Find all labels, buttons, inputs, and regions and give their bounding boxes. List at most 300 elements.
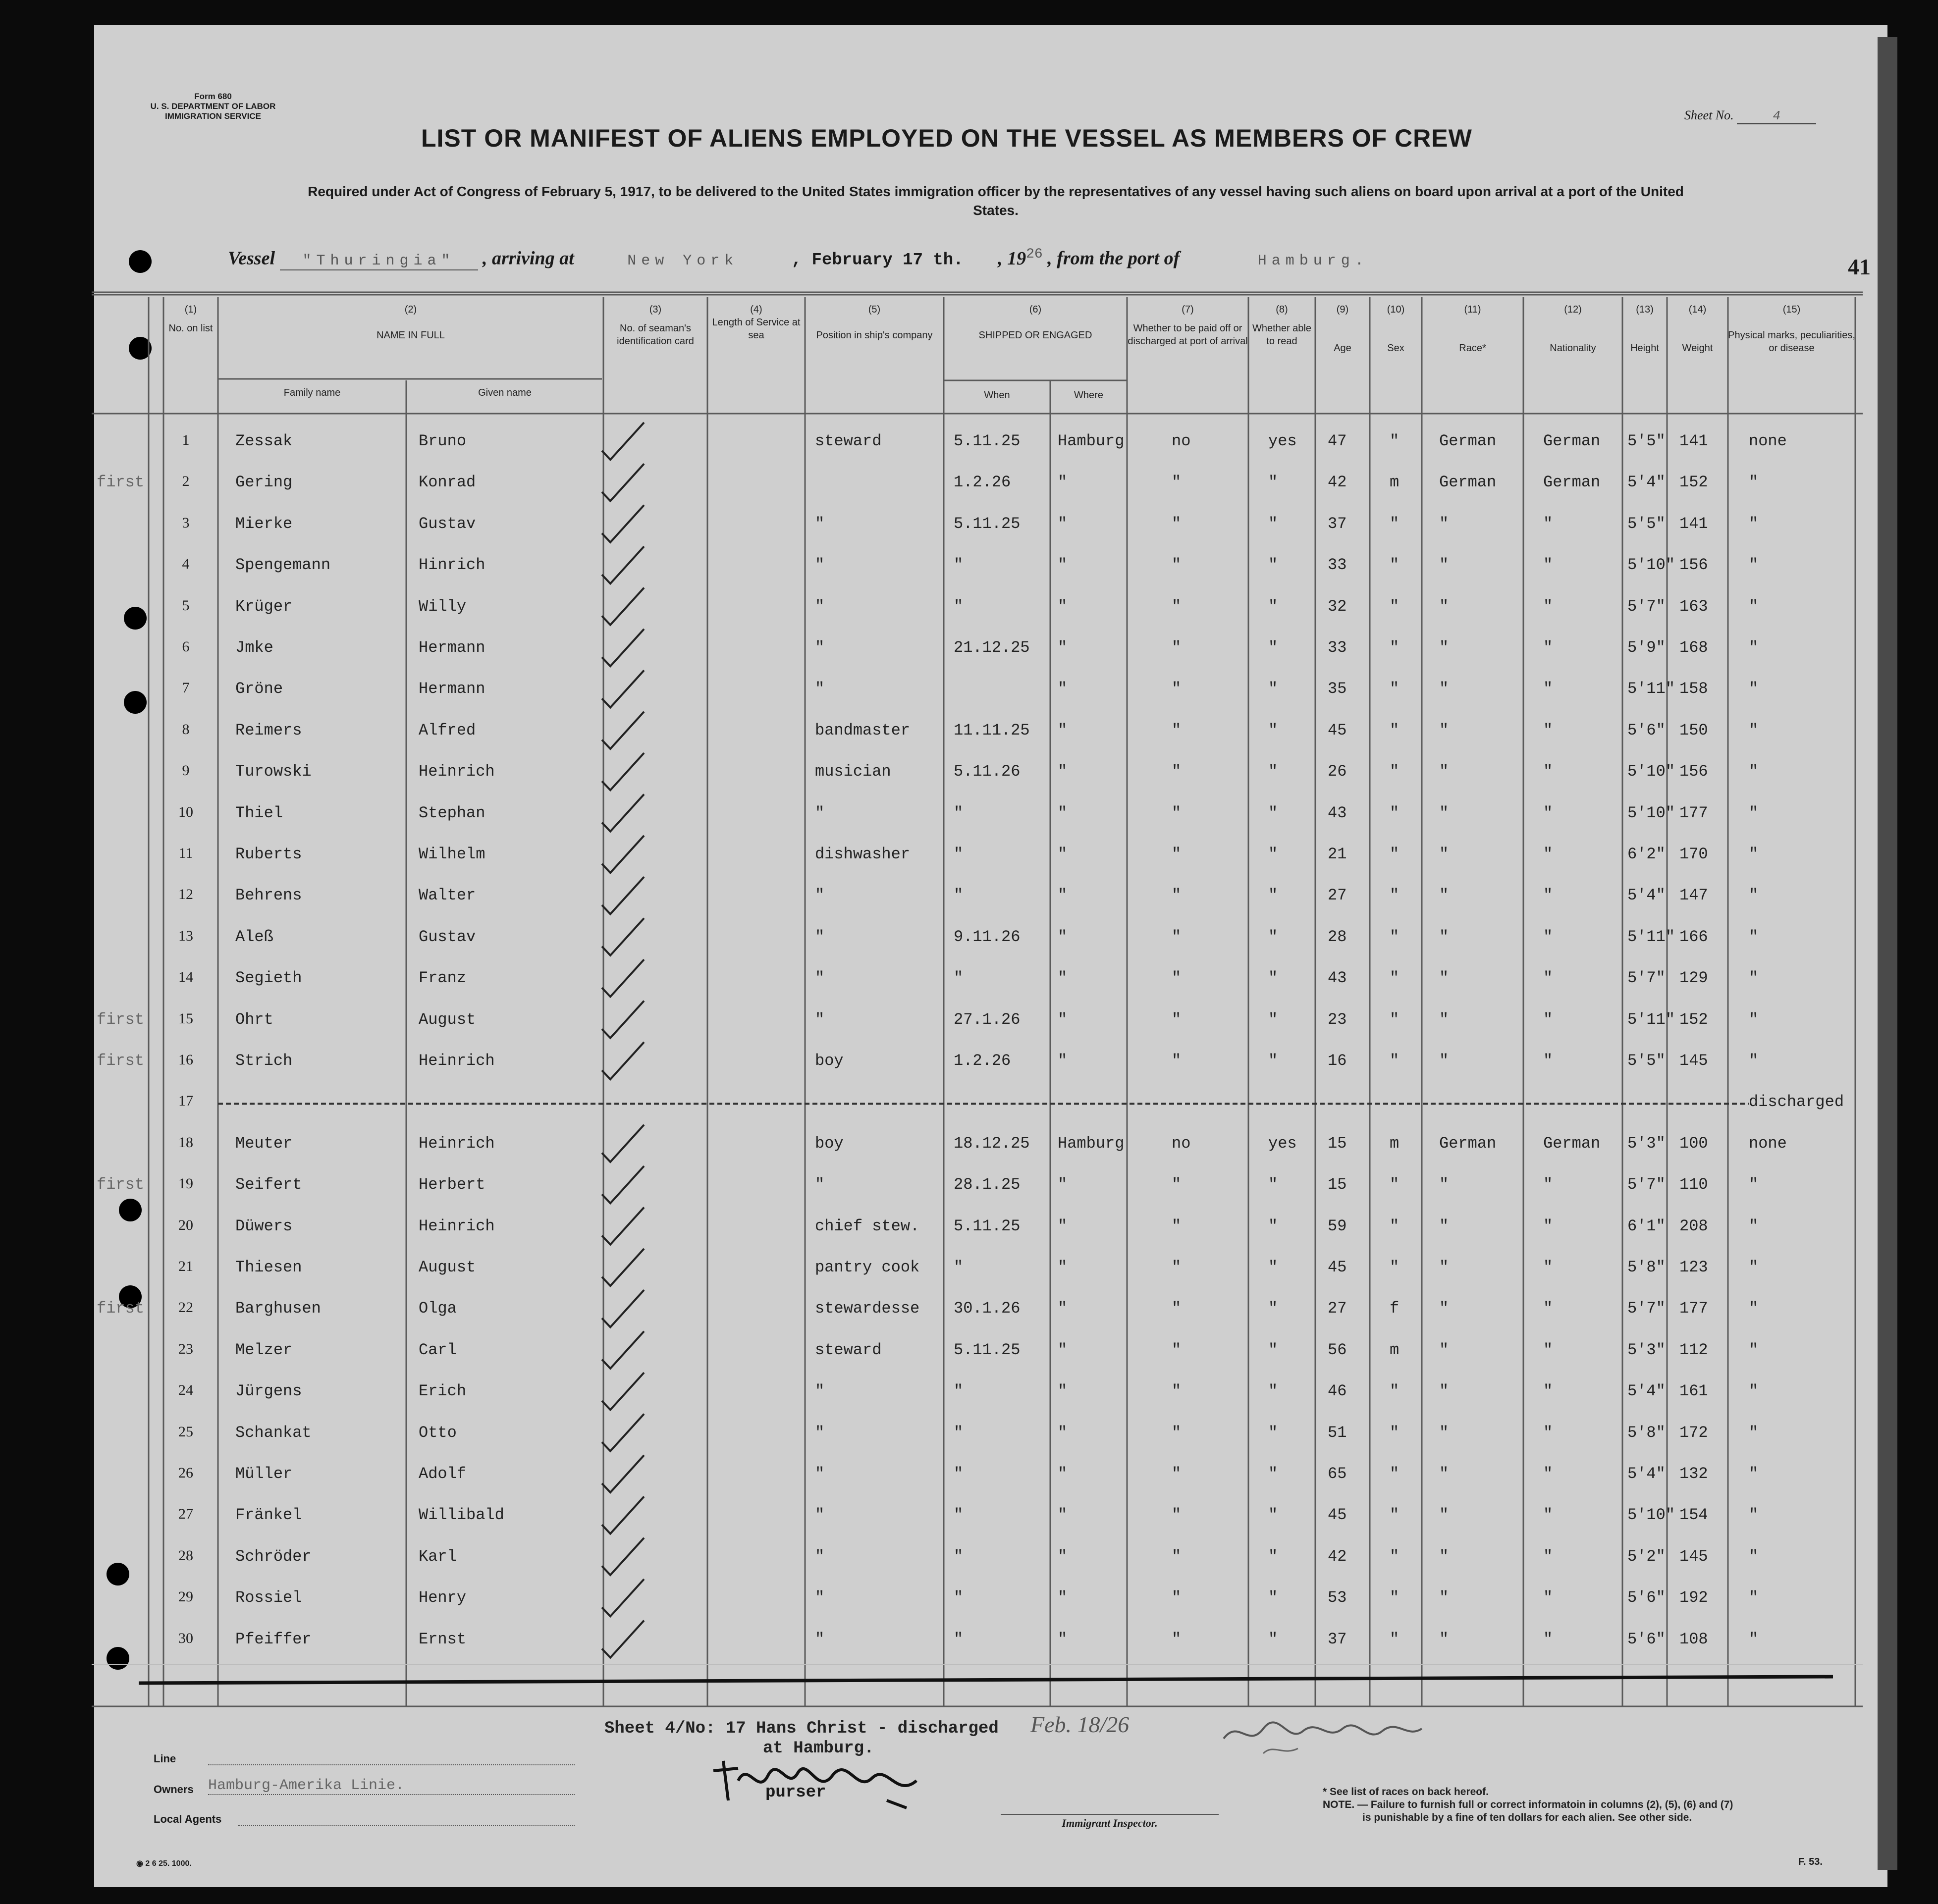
shipped-where: ": [1058, 638, 1068, 657]
given-name: Karl: [419, 1547, 457, 1566]
weight: 145: [1679, 1052, 1708, 1070]
position: chief stew.: [815, 1216, 920, 1235]
family-name: Rossiel: [235, 1588, 302, 1607]
discharge-note-line2: at Hamburg.: [763, 1739, 874, 1758]
weight: 177: [1679, 1299, 1708, 1318]
race: ": [1439, 1506, 1449, 1525]
family-name: Strich: [235, 1052, 293, 1070]
physical-marks: ": [1749, 1175, 1759, 1194]
age: 46: [1328, 1382, 1347, 1401]
family-name: Fränkel: [235, 1506, 302, 1525]
weight: 177: [1679, 803, 1708, 822]
row-number: 2: [182, 473, 190, 490]
height: 5'8": [1627, 1423, 1666, 1442]
print-code: ◉ 2 6 25. 1000.: [136, 1859, 192, 1868]
given-name: Hermann: [419, 638, 485, 657]
paid-off: ": [1172, 473, 1182, 492]
height: 5'7": [1627, 1175, 1666, 1194]
given-name: Wilhelm: [419, 845, 485, 863]
given-name: Gustav: [419, 514, 476, 533]
paid-off: ": [1172, 927, 1182, 946]
physical-marks: none: [1749, 432, 1787, 450]
able-to-read: ": [1268, 1010, 1278, 1029]
physical-marks: ": [1749, 597, 1759, 616]
race: ": [1439, 1423, 1449, 1442]
shipped-when: 5.11.25: [954, 432, 1021, 450]
nationality: ": [1543, 969, 1553, 988]
position: ": [815, 1010, 825, 1029]
shipped-where: Hamburg: [1058, 1134, 1125, 1153]
position: ": [815, 1547, 825, 1566]
arrival-date: , February 17 th.: [791, 251, 964, 270]
paid-off: ": [1172, 1382, 1182, 1401]
col-where-header: Where: [1074, 390, 1103, 401]
id-card-checkmark: [602, 959, 644, 997]
physical-marks: ": [1749, 473, 1759, 492]
row-number: 1: [182, 432, 190, 448]
position: ": [815, 1630, 825, 1648]
col-marks-header: [1728, 303, 1855, 355]
given-name: Henry: [419, 1588, 467, 1607]
sex: ": [1390, 762, 1400, 781]
row-number: 20: [178, 1216, 193, 1233]
given-name: Alfred: [419, 721, 476, 740]
paid-off: ": [1172, 1299, 1182, 1318]
row-margin-note: first: [97, 1299, 145, 1318]
row-number: 26: [178, 1465, 193, 1481]
shipped-when: 1.2.26: [954, 473, 1011, 492]
id-card-checkmark: [602, 629, 644, 666]
col-position-label: Position in ship's company: [816, 330, 933, 341]
given-name: Heinrich: [419, 1052, 495, 1070]
shipped-when: ": [954, 597, 964, 616]
able-to-read: yes: [1268, 432, 1297, 450]
row-margin-note: first: [97, 1175, 145, 1194]
physical-marks: ": [1749, 556, 1759, 575]
weight: 141: [1679, 432, 1708, 450]
paid-off: ": [1172, 1216, 1182, 1235]
paid-off: ": [1172, 1258, 1182, 1276]
form-service: IMMIGRATION SERVICE: [165, 111, 261, 121]
footnotes: [1323, 1786, 1733, 1824]
able-to-read: ": [1268, 473, 1278, 492]
row-number: 24: [178, 1382, 193, 1399]
nationality: ": [1543, 514, 1553, 533]
id-card-checkmark: [602, 588, 644, 625]
physical-marks: ": [1749, 1216, 1759, 1235]
id-card-checkmark: [602, 1331, 644, 1369]
shipped-when: ": [954, 1588, 964, 1607]
age: 15: [1328, 1134, 1347, 1153]
row-number: 28: [178, 1547, 193, 1564]
weight: 208: [1679, 1216, 1708, 1235]
shipped-when: ": [954, 556, 964, 575]
family-name: Müller: [235, 1465, 293, 1483]
weight: 152: [1679, 473, 1708, 492]
shipped-where: ": [1058, 1216, 1068, 1235]
family-name: Düwers: [235, 1216, 293, 1235]
id-card-checkmark: [602, 1290, 644, 1327]
physical-marks: ": [1749, 1340, 1759, 1359]
col-race-label: Race*: [1459, 343, 1486, 354]
col-height-header: [1622, 303, 1667, 355]
shipped-when: ": [954, 803, 964, 822]
sex: ": [1390, 969, 1400, 988]
age: 27: [1328, 886, 1347, 905]
weight: 123: [1679, 1258, 1708, 1276]
position: ": [815, 1423, 825, 1442]
nationality: ": [1543, 1423, 1553, 1442]
row-number: 25: [178, 1423, 193, 1440]
purser-label: purser: [765, 1783, 826, 1802]
row-number: 8: [182, 721, 190, 738]
shipped-when: ": [954, 1258, 964, 1276]
col-name-label: NAME IN FULL: [377, 330, 445, 341]
weight: 158: [1679, 680, 1708, 698]
able-to-read: ": [1268, 1175, 1278, 1194]
age: 65: [1328, 1465, 1347, 1483]
nationality: German: [1543, 1134, 1601, 1153]
physical-marks: ": [1749, 514, 1759, 533]
physical-marks: ": [1749, 1010, 1759, 1029]
sex: ": [1390, 1423, 1400, 1442]
col-read-label: Whether able to read: [1252, 323, 1311, 347]
departure-port: Hamburg.: [1257, 252, 1369, 269]
height: 6'1": [1627, 1216, 1666, 1235]
race: ": [1439, 969, 1449, 988]
id-card-checkmark: [602, 877, 644, 914]
handwritten-date: Feb. 18/26: [1030, 1712, 1130, 1737]
position: ": [815, 1465, 825, 1483]
physical-marks: ": [1749, 969, 1759, 988]
paid-off: ": [1172, 845, 1182, 863]
sex: m: [1390, 1340, 1400, 1359]
race: ": [1439, 638, 1449, 657]
sheet-label: Sheet No.: [1684, 108, 1734, 122]
family-name: Ohrt: [235, 1010, 273, 1029]
id-card-checkmark: [602, 1001, 644, 1038]
col-read-index: (8): [1276, 304, 1288, 315]
physical-marks: ": [1749, 762, 1759, 781]
age: 45: [1328, 721, 1347, 740]
nationality: German: [1543, 473, 1601, 492]
local-agents-label: Local Agents: [154, 1813, 222, 1825]
family-name: Seifert: [235, 1175, 302, 1194]
id-card-checkmark: [602, 1538, 644, 1575]
sex: m: [1390, 1134, 1400, 1153]
shipped-when: ": [954, 845, 964, 863]
year-prefix: , 19: [998, 248, 1026, 269]
nationality: ": [1543, 1506, 1553, 1525]
col-read-header: [1248, 303, 1315, 348]
shipped-when: 5.11.25: [954, 514, 1021, 533]
col-height-index: (13): [1636, 304, 1654, 315]
paid-off: ": [1172, 762, 1182, 781]
col-paid-index: (7): [1182, 304, 1194, 315]
family-name: Gröne: [235, 680, 283, 698]
age: 37: [1328, 1630, 1347, 1648]
able-to-read: ": [1268, 762, 1278, 781]
paid-off: ": [1172, 638, 1182, 657]
nationality: ": [1543, 1588, 1553, 1607]
id-card-checkmark: [602, 1166, 644, 1203]
local-agents-field: [238, 1825, 575, 1826]
shipped-when: ": [954, 1547, 964, 1566]
paid-off: ": [1172, 886, 1182, 905]
id-card-checkmark: [602, 918, 644, 955]
height: 5'8": [1627, 1258, 1666, 1276]
given-name: Konrad: [419, 473, 476, 492]
physical-marks: ": [1749, 1465, 1759, 1483]
shipped-when: 27.1.26: [954, 1010, 1021, 1029]
age: 27: [1328, 1299, 1347, 1318]
race: German: [1439, 1134, 1497, 1153]
weight: 172: [1679, 1423, 1708, 1442]
shipped-where: ": [1058, 473, 1068, 492]
shipped-when: 21.12.25: [954, 638, 1030, 657]
age: 43: [1328, 969, 1347, 988]
family-name: Mierke: [235, 514, 293, 533]
race: ": [1439, 886, 1449, 905]
weight: 163: [1679, 597, 1708, 616]
race: ": [1439, 1299, 1449, 1318]
shipped-where: ": [1058, 514, 1068, 533]
able-to-read: ": [1268, 721, 1278, 740]
id-card-checkmark: [602, 1249, 644, 1286]
physical-marks: ": [1749, 1630, 1759, 1648]
position: ": [815, 803, 825, 822]
col-no-header: [163, 303, 218, 335]
col-id-label: No. of seaman's identification card: [617, 323, 694, 347]
family-name: Ruberts: [235, 845, 302, 863]
shipped-where: ": [1058, 1423, 1068, 1442]
paid-off: ": [1172, 1588, 1182, 1607]
physical-marks: ": [1749, 680, 1759, 698]
height: 5'11": [1627, 1010, 1675, 1029]
age: 59: [1328, 1216, 1347, 1235]
line-field: [208, 1764, 575, 1765]
nationality: ": [1543, 762, 1553, 781]
paid-off: ": [1172, 1506, 1182, 1525]
race: ": [1439, 1052, 1449, 1070]
race: ": [1439, 1382, 1449, 1401]
row-number: 13: [178, 927, 193, 944]
shipped-when: 5.11.25: [954, 1340, 1021, 1359]
shipped-when: 28.1.25: [954, 1175, 1021, 1194]
race: ": [1439, 762, 1449, 781]
inspector-signature: [1219, 1714, 1427, 1758]
given-name: Stephan: [419, 803, 485, 822]
family-name: Aleß: [235, 927, 273, 946]
paid-off: no: [1172, 432, 1191, 450]
sex: ": [1390, 638, 1400, 657]
col-height-label: Height: [1630, 343, 1659, 354]
col-weight-label: Weight: [1682, 343, 1713, 354]
given-name: Adolf: [419, 1465, 467, 1483]
shipped-where: ": [1058, 1175, 1068, 1194]
sex: ": [1390, 432, 1400, 450]
position: pantry cook: [815, 1258, 920, 1276]
given-name: Bruno: [419, 432, 467, 450]
sex: ": [1390, 721, 1400, 740]
height: 5'4": [1627, 886, 1666, 905]
family-name: Pfeiffer: [235, 1630, 312, 1648]
sex: ": [1390, 1547, 1400, 1566]
col-marks-label: Physical marks, peculiarities, or disease: [1728, 330, 1855, 354]
able-to-read: ": [1268, 680, 1278, 698]
age: 21: [1328, 845, 1347, 863]
col-weight-index: (14): [1688, 304, 1707, 315]
given-name: Heinrich: [419, 762, 495, 781]
age: 33: [1328, 556, 1347, 575]
nationality: ": [1543, 1340, 1553, 1359]
able-to-read: ": [1268, 638, 1278, 657]
row-number: 21: [178, 1258, 193, 1274]
able-to-read: ": [1268, 1299, 1278, 1318]
arrival-port: New York: [627, 252, 739, 269]
paid-off: ": [1172, 514, 1182, 533]
nationality: ": [1543, 680, 1553, 698]
weight: 156: [1679, 762, 1708, 781]
physical-marks: ": [1749, 1382, 1759, 1401]
shipped-where: ": [1058, 762, 1068, 781]
col-sex-index: (10): [1387, 304, 1405, 315]
col-when-header: When: [984, 390, 1010, 401]
row-number: 29: [178, 1588, 193, 1605]
race: ": [1439, 1340, 1449, 1359]
age: 35: [1328, 680, 1347, 698]
shipped-where: ": [1058, 886, 1068, 905]
weight: 100: [1679, 1134, 1708, 1153]
year-suffix: 26: [1026, 247, 1043, 262]
sex: ": [1390, 1175, 1400, 1194]
from-label: , from the port of: [1047, 248, 1180, 269]
given-name: Willy: [419, 597, 467, 616]
position: ": [815, 927, 825, 946]
id-card-checkmark: [602, 836, 644, 873]
given-name: Franz: [419, 969, 467, 988]
document-subtitle: Required under Act of Congress of February 5, 1917, to be delivered to the United States immigration officer by the representatives of any vessel having such aliens on board upon arrival at a port of the United States.: [308, 184, 1684, 218]
shipped-where: ": [1058, 1052, 1068, 1070]
page-number: 41: [1848, 254, 1871, 279]
nationality: ": [1543, 721, 1553, 740]
given-name: Olga: [419, 1299, 457, 1318]
family-name: Melzer: [235, 1340, 293, 1359]
inspector-label: Immigrant Inspector.: [1001, 1814, 1219, 1830]
physical-marks: ": [1749, 1258, 1759, 1276]
discharge-note-line1: Sheet 4/No: 17 Hans Christ - discharged: [604, 1719, 999, 1738]
race: ": [1439, 1465, 1449, 1483]
physical-marks: ": [1749, 1506, 1759, 1525]
col-name-header: [218, 303, 603, 342]
weight: 166: [1679, 927, 1708, 946]
col-age-label: Age: [1334, 343, 1351, 354]
given-name: Willibald: [419, 1506, 504, 1525]
shipped-where: ": [1058, 1299, 1068, 1318]
form-department: U. S. DEPARTMENT OF LABOR: [150, 102, 276, 111]
col-race-index: (11): [1464, 304, 1481, 315]
shipped-where: ": [1058, 1010, 1068, 1029]
family-name: Krüger: [235, 597, 293, 616]
age: 51: [1328, 1423, 1347, 1442]
id-card-checkmark: [602, 1373, 644, 1410]
paid-off: ": [1172, 1052, 1182, 1070]
shipped-where: ": [1058, 969, 1068, 988]
weight: 154: [1679, 1506, 1708, 1525]
able-to-read: ": [1268, 1340, 1278, 1359]
sex: ": [1390, 1010, 1400, 1029]
paid-off: ": [1172, 1630, 1182, 1648]
col-nationality-label: Nationality: [1550, 343, 1596, 354]
shipped-where: ": [1058, 927, 1068, 946]
able-to-read: ": [1268, 1506, 1278, 1525]
weight: 170: [1679, 845, 1708, 863]
shipped-when: ": [954, 1506, 964, 1525]
height: 5'4": [1627, 1465, 1666, 1483]
able-to-read: ": [1268, 1382, 1278, 1401]
col-shipped-label: SHIPPED OR ENGAGED: [978, 330, 1092, 341]
race: ": [1439, 927, 1449, 946]
position: steward: [815, 1340, 882, 1359]
given-name: Heinrich: [419, 1216, 495, 1235]
nationality: ": [1543, 1052, 1553, 1070]
id-card-checkmark: [602, 423, 644, 460]
age: 26: [1328, 762, 1347, 781]
shipped-where: ": [1058, 680, 1068, 698]
position: dishwasher: [815, 845, 911, 863]
age: 28: [1328, 927, 1347, 946]
physical-marks: ": [1749, 927, 1759, 946]
col-age-index: (9): [1336, 304, 1349, 315]
given-name: Carl: [419, 1340, 457, 1359]
physical-marks: ": [1749, 1423, 1759, 1442]
physical-marks: ": [1749, 1547, 1759, 1566]
height: 5'9": [1627, 638, 1666, 657]
family-name: Spengemann: [235, 556, 331, 575]
family-name: Jürgens: [235, 1382, 302, 1401]
id-card-checkmark: [602, 1621, 644, 1658]
family-name: Barghusen: [235, 1299, 321, 1318]
age: 37: [1328, 514, 1347, 533]
shipped-where: ": [1058, 1340, 1068, 1359]
sex: ": [1390, 514, 1400, 533]
position: bandmaster: [815, 721, 911, 740]
shipped-where: ": [1058, 1258, 1068, 1276]
age: 42: [1328, 1547, 1347, 1566]
id-card-checkmark: [602, 670, 644, 707]
owners-label: Owners: [154, 1783, 194, 1796]
given-name: Otto: [419, 1423, 457, 1442]
given-name: Hinrich: [419, 556, 485, 575]
shipped-where: ": [1058, 1630, 1068, 1648]
col-race-header: [1422, 303, 1523, 355]
able-to-read: ": [1268, 803, 1278, 822]
position: ": [815, 886, 825, 905]
sex: ": [1390, 556, 1400, 575]
position: ": [815, 1382, 825, 1401]
row-number: 19: [178, 1175, 193, 1192]
nationality: ": [1543, 1382, 1553, 1401]
weight: 110: [1679, 1175, 1708, 1194]
col-paid-label: Whether to be paid off or discharged at port of arrival: [1128, 323, 1248, 347]
position: ": [815, 556, 825, 575]
age: 15: [1328, 1175, 1347, 1194]
age: 47: [1328, 432, 1347, 450]
height: 5'7": [1627, 597, 1666, 616]
able-to-read: ": [1268, 597, 1278, 616]
age: 43: [1328, 803, 1347, 822]
physical-marks: ": [1749, 638, 1759, 657]
